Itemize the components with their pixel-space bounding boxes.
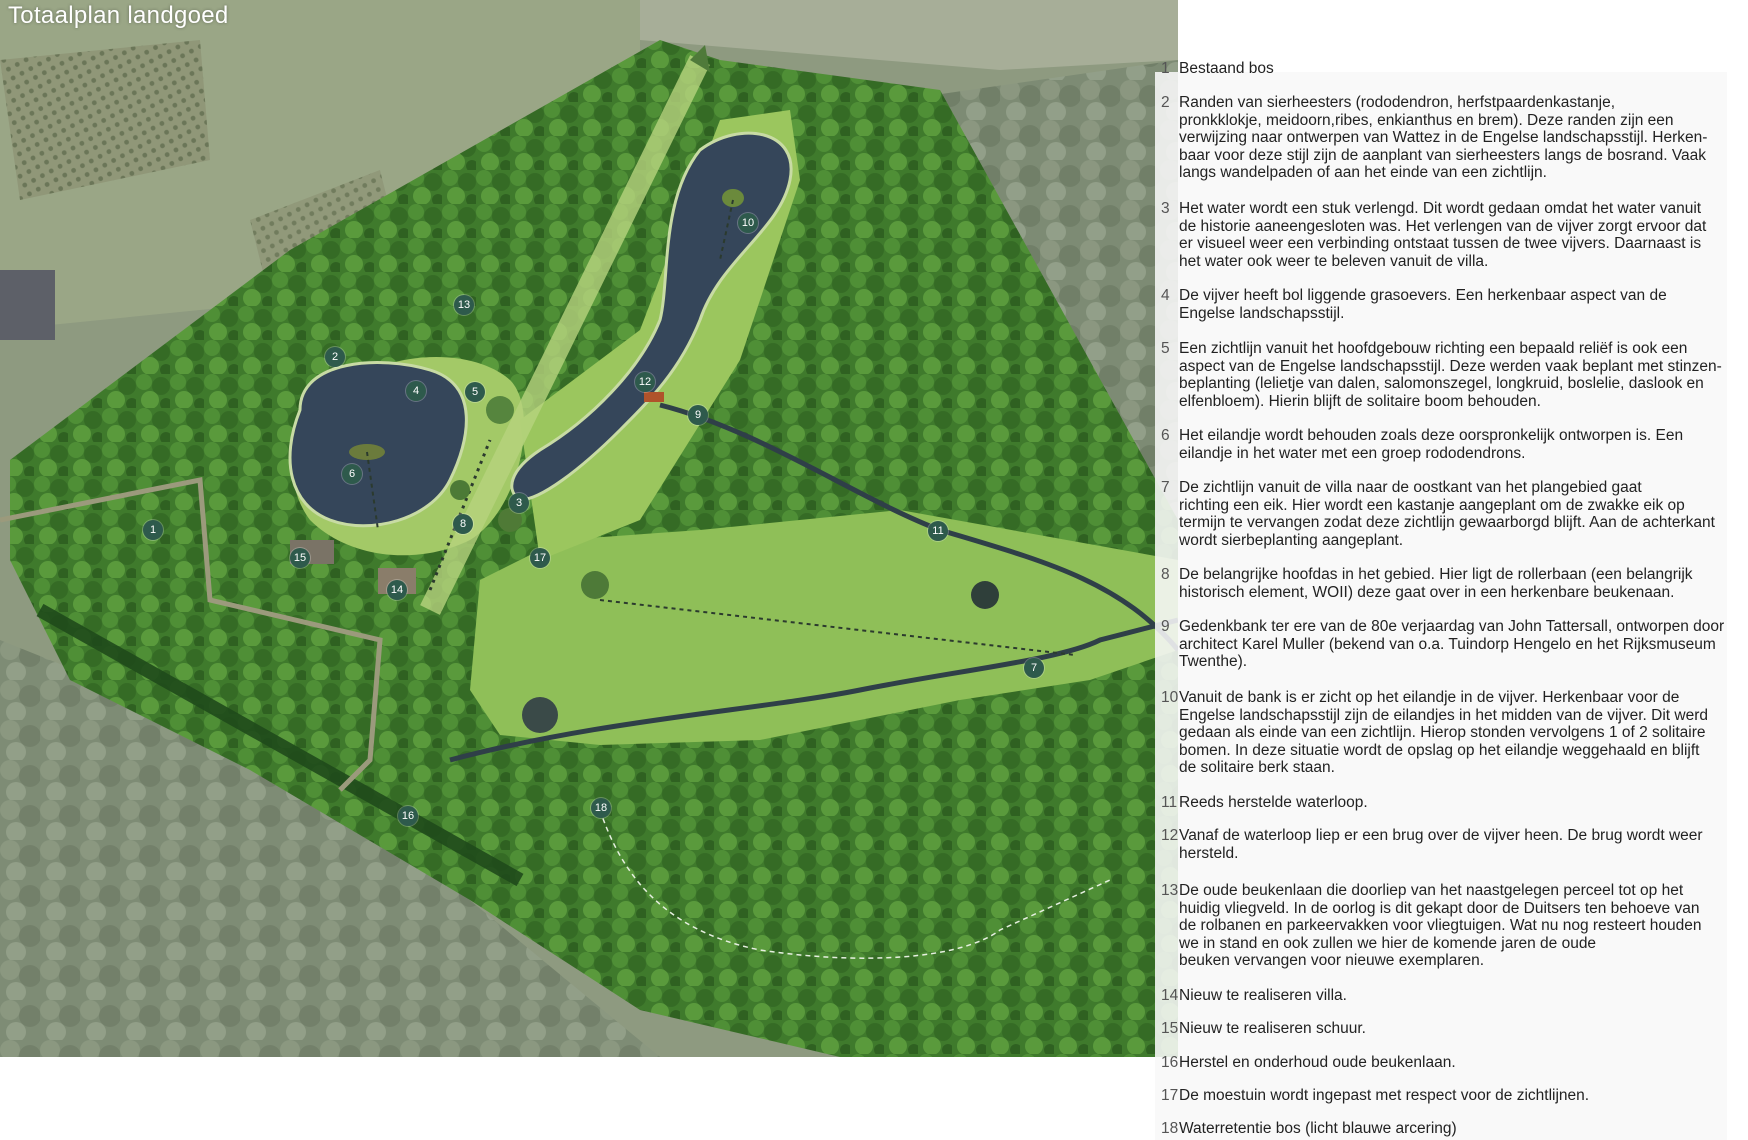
legend-number: 14: [1161, 987, 1179, 1004]
map-marker-2[interactable]: 2: [325, 347, 345, 367]
map-marker-5[interactable]: 5: [465, 382, 485, 402]
map-marker-17[interactable]: 17: [530, 548, 550, 568]
map-marker-4[interactable]: 4: [406, 381, 426, 401]
legend-text: De zichtlijn vanuit de villa naar de oostkant van het plangebied gaat richting een eik. Hier wordt een kastanje aangeplant om de zwakke eik op termijn te vervangen zodat deze zichtlijn gewaarborgd blijft. Aan de achterkant wordt sierbeplanting aangeplant.: [1179, 479, 1715, 549]
legend-number: 11: [1161, 794, 1178, 811]
legend-text: Nieuw te realiseren schuur.: [1179, 1020, 1366, 1037]
legend-number: 13: [1161, 882, 1179, 899]
legend-number: 17: [1161, 1087, 1179, 1104]
legend-number: 16: [1161, 1054, 1179, 1071]
barn-roof: [0, 270, 55, 340]
legend-text: Een zichtlijn vanuit het hoofdgebouw richting een bepaald reliëf is ook een aspect van de Engelse landschapsstijl. Deze werden vaak beplant met stinzen- beplanting (lelietje van dalen, salomonszegel, longkruid, boslelie, daslook en elfenbloem). Hierin blijft de solitaire boom behouden.: [1179, 340, 1722, 410]
map-marker-18[interactable]: 18: [591, 798, 611, 818]
map-marker-14[interactable]: 14: [387, 580, 407, 600]
legend-text: Vanuit de bank is er zicht op het eilandje in de vijver. Herkenbaar voor de Engelse landschapsstijl zijn de eilandjes in het midden van de vijver. Dit werd gedaan als einde van een zichtlijn. Hierop stonden vervolgens 1 of 2 solitaire bomen. In deze situatie wordt de opslag op het eilandje weggehaald en blijft de solitaire berk staan.: [1179, 689, 1709, 776]
legend-text: De oude beukenlaan die doorliep van het naastgelegen perceel tot op het huidig vliegveld. In de oorlog is dit gekapt door de Duitsers ten behoeve van de rolbanen en parkeervakken voor vliegtuigen. Wat nu nog resteert houden we in stand en ook zullen we hier de komende jaren de oude beuken vervangen voor nieuwe exemplaren.: [1179, 882, 1702, 969]
legend-number: 4: [1161, 287, 1170, 304]
map-marker-3[interactable]: 3: [509, 493, 529, 513]
legend-text: Het eilandje wordt behouden zoals deze oorspronkelijk ontworpen is. Een eilandje in het water met een groep rododendrons.: [1179, 427, 1684, 462]
legend-number: 18: [1161, 1120, 1179, 1137]
legend-text: De vijver heeft bol liggende grasoevers. Een herkenbaar aspect van de Engelse landschapsstijl.: [1179, 287, 1667, 322]
legend-text: Bestaand bos: [1179, 60, 1274, 77]
legend-number: 10: [1161, 689, 1179, 706]
map-marker-16[interactable]: 16: [398, 806, 418, 826]
map-marker-13[interactable]: 13: [454, 295, 474, 315]
legend-text: Het water wordt een stuk verlengd. Dit wordt gedaan omdat het water vanuit de historie aaneengesloten was. Het verlengen van de vijver zorgt ervoor dat er visueel weer een verbinding ontstaat tussen de twee vijvers. Daarnaast is het water ook weer te beleven vanuit de villa.: [1179, 200, 1707, 270]
map-marker-9[interactable]: 9: [688, 405, 708, 425]
map-marker-8[interactable]: 8: [453, 514, 473, 534]
tree-solitary: [522, 697, 558, 733]
legend-number: 2: [1161, 94, 1170, 111]
legend-number: 7: [1161, 479, 1170, 496]
legend-text: Randen van sierheesters (rododendron, herfstpaardenkastanje, pronkklokje, meidoorn,ribes, enkianthus en brem). Deze randen zijn een verwijzing naar ontwerpen van Wattez in de Engelse landschapsstijl. Herken- baar voor deze stijl zijn de aanplant van sierheesters langs de bosrand. Vaak langs wandelpaden of aan het einde van een zichtlijn.: [1179, 94, 1708, 181]
map-marker-12[interactable]: 12: [635, 372, 655, 392]
map-title: Totaalplan landgoed: [8, 2, 229, 29]
tree-lawn-3: [486, 396, 514, 424]
bridge: [644, 392, 664, 402]
map-marker-7[interactable]: 7: [1024, 658, 1044, 678]
legend-number: 5: [1161, 340, 1170, 357]
tree-oak: [971, 581, 999, 609]
map-marker-6[interactable]: 6: [342, 464, 362, 484]
legend-text: Gedenkbank ter ere van de 80e verjaardag van John Tattersall, ontworpen door architect Karel Muller (bekend van o.a. Tuindorp Hengelo en het Rijksmuseum Twenthe).: [1179, 618, 1725, 670]
map-marker-15[interactable]: 15: [290, 548, 310, 568]
map-marker-11[interactable]: 11: [928, 521, 948, 541]
legend-text: Herstel en onderhoud oude beukenlaan.: [1179, 1054, 1456, 1071]
map-marker-1[interactable]: 1: [143, 520, 163, 540]
legend-number: 6: [1161, 427, 1170, 444]
legend-number: 3: [1161, 200, 1170, 217]
legend-number: 15: [1161, 1020, 1179, 1037]
legend-number: 9: [1161, 618, 1170, 635]
legend-panel: [1155, 60, 1727, 1140]
legend-number: 8: [1161, 566, 1170, 583]
tree-lawn-2: [450, 480, 470, 500]
legend-text: Waterretentie bos (licht blauwe arcering): [1179, 1120, 1457, 1137]
legend-text: Vanaf de waterloop liep er een brug over de vijver heen. De brug wordt weer hersteld.: [1179, 827, 1703, 862]
legend-text: Nieuw te realiseren villa.: [1179, 987, 1347, 1004]
legend-text: De belangrijke hoofdas in het gebied. Hier ligt de rollerbaan (een belangrijk historisch element, WOII) deze gaat over in een herkenbare beukenaan.: [1179, 566, 1693, 601]
legend-text: De moestuin wordt ingepast met respect voor de zichtlijnen.: [1179, 1087, 1590, 1104]
tree-meadow: [581, 571, 609, 599]
legend-number: 1: [1161, 60, 1170, 77]
map-marker-10[interactable]: 10: [738, 213, 758, 233]
legend-text: Reeds herstelde waterloop.: [1179, 794, 1368, 811]
legend-number: 12: [1161, 827, 1179, 844]
island-east: [722, 189, 744, 207]
